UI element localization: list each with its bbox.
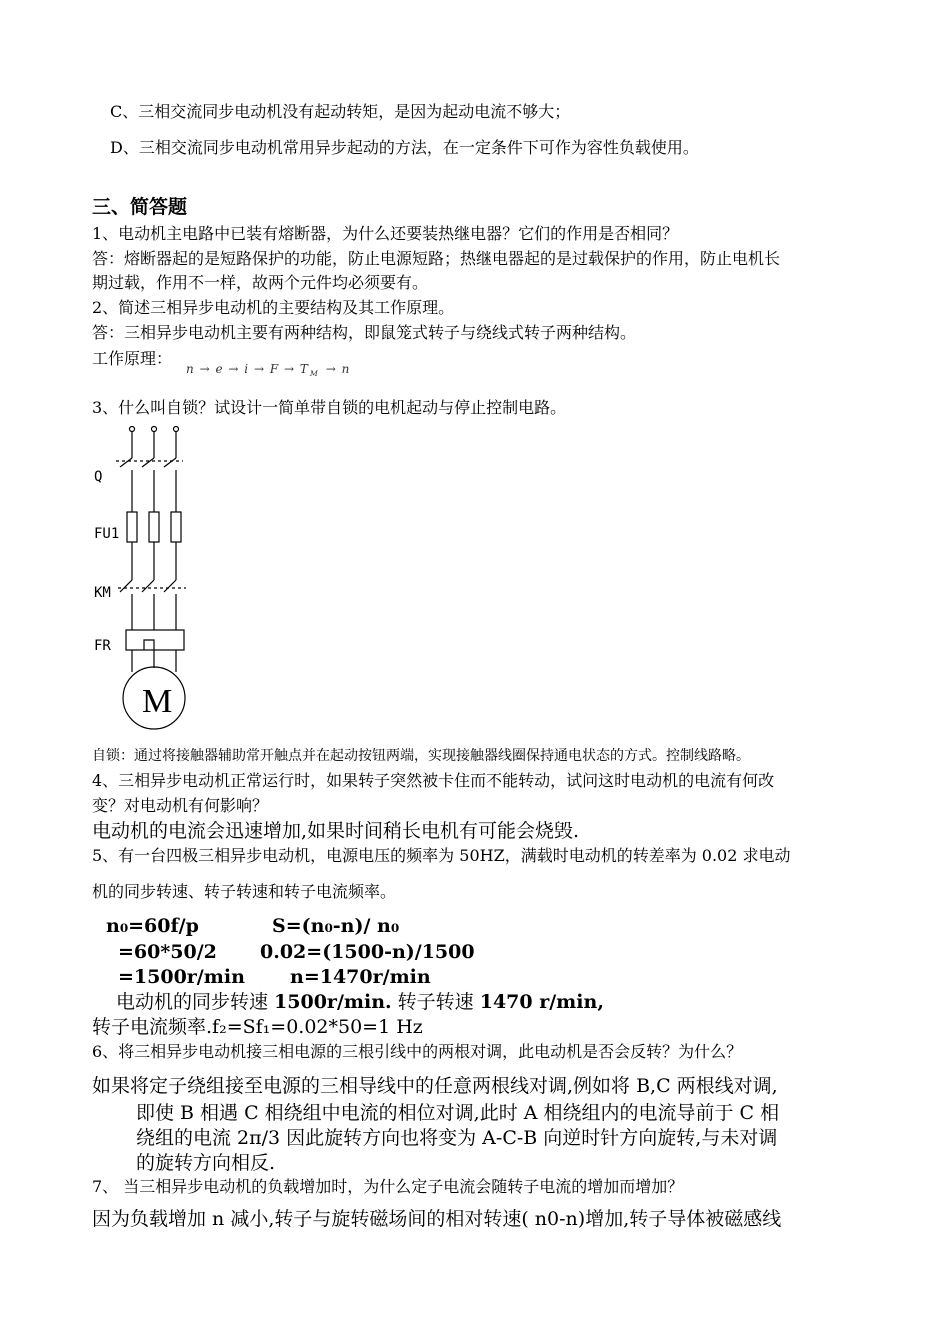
q5-summary2: 转子电流频率.f₂=Sf₁=0.02*50=1 Hz [92,1016,423,1038]
label-km: KM [94,585,111,601]
q3-answer: 自锁：通过将接触器辅助常开触点并在起动按钮两端，实现接触器线圈保持通电状态的方式。控制线路略。 [92,748,750,764]
q6-question: 6、将三相异步电动机接三相电源的三根引线中的两根对调，此电动机是否会反转？为什么？ [92,1042,743,1061]
q7-answer-line1: 因为负载增加 n 减小,转子与旋转磁场间的相对转速( n0-n)增加,转子导体被磁感线 [92,1208,782,1230]
fr-thermal-relay [126,630,184,650]
calc-l1b: S=(n₀-n)/ n₀ [272,915,400,937]
q6-answer-line1: 如果将定子绕组接至电源的三相导线中的任意两根线对调,例如将 B,C 两根线对调, [92,1075,778,1097]
q1-answer-line2: 期过载，作用不一样，故两个元件均必须要有。 [92,273,429,292]
q1-question: 1、电动机主电路中已装有熔断器，为什么还要装热继电器？它们的作用是否相同？ [92,224,679,243]
terminal-l1 [130,427,135,432]
q4-answer: 电动机的电流会迅速增加,如果时间稍长电机有可能会烧毁. [92,820,580,842]
calc-l1a: n₀=60f/p [106,915,199,937]
calc-l2a: =60*50/2 [118,941,217,963]
q3-question: 3、什么叫自锁？试设计一简单带自锁的电机起动与停止控制电路。 [92,398,567,417]
q-switch [116,458,183,467]
q2-question: 2、简述三相异步电动机的主要结构及其工作原理。 [92,298,455,317]
principle-formula: n → e → i → F → T $_M$ → n [186,362,350,379]
q7-question: 7、 当三相异步电动机的负载增加时，为什么定子电流会随转子电流的增加而增加？ [92,1177,684,1196]
option-c: C、三相交流同步电动机没有起动转矩，是因为起动电流不够大； [110,102,571,121]
fu1-fuses [127,512,181,542]
label-q: Q [94,469,103,485]
q1-answer-line1: 答：熔断器起的是短路保护的功能，防止电源短路；热继电器起的是过载保护的作用，防止电机长 [92,249,781,268]
calc-l2b: 0.02=(1500-n)/1500 [260,941,475,963]
q6-answer-line3: 绕组的电流 2π/3 因此旋转方向也将变为 A-C-B 向逆时针方向旋转,与未对调 [136,1127,778,1149]
q2-answer: 答：三相异步电动机主要有两种结构，即鼠笼式转子与绕线式转子两种结构。 [92,323,637,342]
motor-circuit-diagram [88,420,198,732]
q5-question-line2: 机的同步转速、转子转速和转子电流频率。 [92,882,397,901]
terminal-l2 [152,427,157,432]
q5-question-line1: 5、有一台四极三相异步电动机，电源电压的频率为 50HZ，满载时电动机的转差率为 0.02 求电动 [92,846,791,865]
q2-principle-label: 工作原理： [92,349,173,368]
q6-answer-line2: 即使 B 相遇 C 相绕组中电流的相位对调,此时 A 相绕组内的电流导前于 C 相 [136,1102,780,1124]
q4-question-line1: 4、三相异步电动机正常运行时，如果转子突然被卡住而不能转动，试问这时电动机的电流有何改 [92,771,775,790]
option-d: D、三相交流同步电动机常用异步起动的方法，在一定条件下可作为容性负载使用。 [110,138,699,157]
q4-question-line2: 变？对电动机有何影响？ [92,796,269,815]
terminal-l3 [174,427,179,432]
calc-l3b: n=1470r/min [290,966,431,988]
label-fr: FR [94,638,111,654]
calc-l3a: =1500r/min [118,966,245,988]
km-contacts [118,580,186,592]
q6-answer-line4: 的旋转方向相反. [136,1152,276,1174]
label-motor: M [142,683,173,720]
label-fu1: FU1 [94,526,120,542]
section-title: 三、简答题 [92,196,188,218]
q5-summary1: 电动机的同步转速 1500r/min. 转子转速 1470 r/min, [116,991,604,1013]
